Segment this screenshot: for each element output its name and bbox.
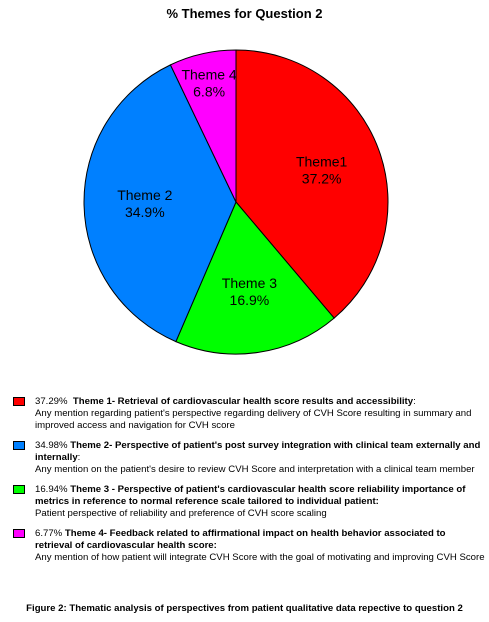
- legend-pct: 37.29%: [35, 396, 68, 407]
- legend-heading: Theme 3 - Perspective of patient's cardiovascular health score reliability importance of metrics in reference to normal reference scale tailored to individual patient:: [35, 484, 466, 507]
- legend-description: Patient perspective of reliability and preference of CVH score scaling: [35, 508, 327, 519]
- legend-item-theme-4: [13, 528, 485, 564]
- legend-description: Any mention of how patient will integrate CVH Score with the goal of motivating and improving CVH Score: [35, 552, 485, 563]
- legend-pct: 16.94%: [35, 484, 68, 495]
- slice-value-label: 6.8%: [193, 83, 226, 100]
- legend-swatch-theme-2: [13, 441, 25, 450]
- slice-label: Theme 2: [117, 186, 173, 203]
- slice-value-label: 34.9%: [124, 203, 165, 220]
- slice-label: Theme 4: [181, 66, 237, 83]
- slice-label: Theme 3: [221, 275, 278, 292]
- chart-title: % Themes for Question 2: [166, 6, 323, 21]
- legend-heading: Theme 4- Feedback related to affirmational impact on health behavior associated to retrieval of cardiovascular health score:: [35, 528, 446, 551]
- figure-caption: Figure 2: Thematic analysis of perspectives from patient qualitative data repective to question 2: [26, 603, 463, 614]
- legend-description: Any mention on the patient's desire to review CVH Score and interpretation with a clinical team member: [35, 464, 475, 475]
- legend-item-theme-2: [13, 440, 485, 476]
- legend-pct: 34.98%: [35, 440, 68, 451]
- legend-item-theme-3: [13, 484, 485, 520]
- legend-swatch-theme-3: [13, 485, 25, 494]
- legend-heading-suffix: :: [77, 452, 81, 463]
- legend-swatch-theme-4: [13, 529, 25, 538]
- legend-description: Any mention regarding patient's perspective regarding delivery of CVH Score resulting in summary and improved access and navigation for CVH score: [35, 408, 472, 431]
- slice-value-label: 37.2%: [301, 170, 342, 187]
- legend-heading-suffix: :: [413, 396, 416, 407]
- slice-label: Theme1: [295, 153, 348, 170]
- legend: [13, 396, 485, 572]
- legend-item-theme-1: [13, 396, 485, 432]
- legend-swatch-theme-1: [13, 397, 25, 406]
- legend-heading: Theme 2- Perspective of patient's post survey integration with clinical team externally and internally: [35, 440, 481, 463]
- legend-heading: Theme 1- Retrieval of cardiovascular health score results and accessibility: [72, 396, 414, 407]
- slice-value-label: 16.9%: [229, 292, 270, 309]
- legend-pct: 6.77%: [35, 528, 63, 539]
